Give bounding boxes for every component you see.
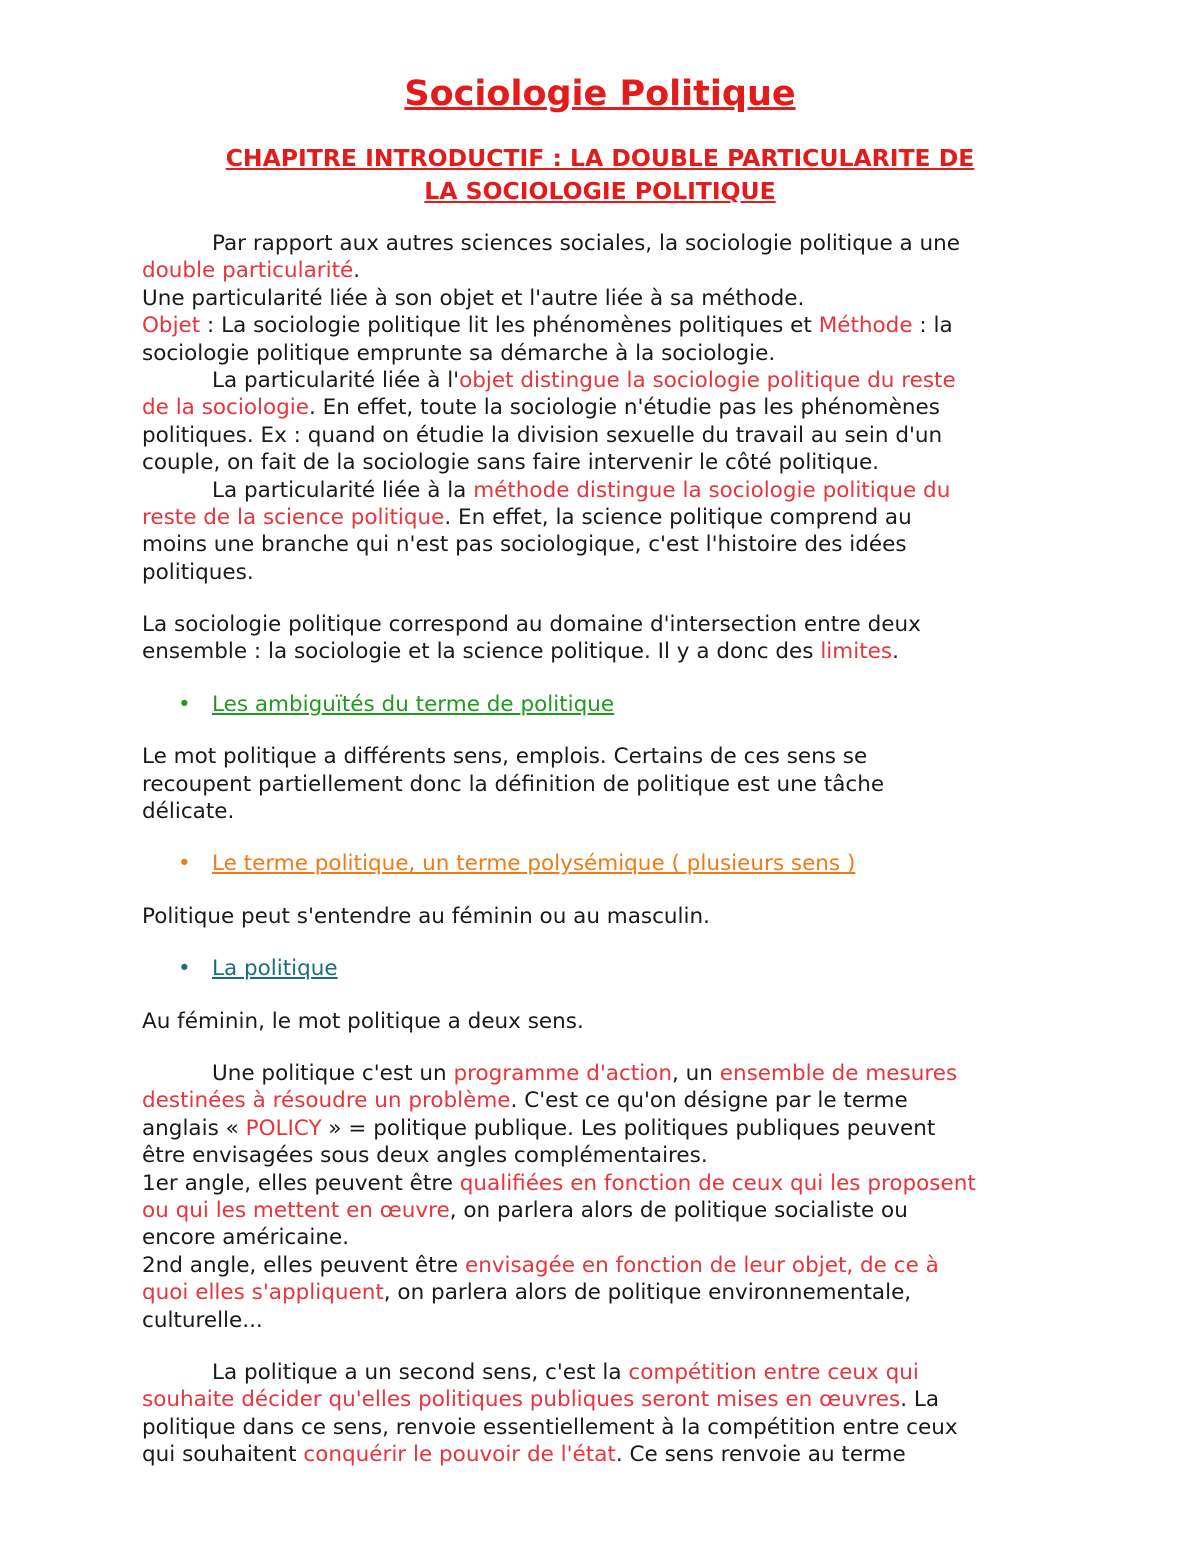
highlighted-term: limites — [820, 639, 893, 665]
highlighted-term: objet distingue la sociologie politique du reste — [459, 367, 956, 393]
paragraph-line: reste de la science politique. En effet, la science politique comprend au — [142, 504, 912, 530]
paragraph-line: La particularité liée à la méthode distingue la sociologie politique du — [212, 477, 951, 503]
highlighted-term: double particularité — [142, 258, 354, 284]
paragraph-line: Politique peut s'entendre au féminin ou au masculin. — [142, 903, 710, 929]
paragraph-line: politique dans ce sens, renvoie essentiellement à la compétition entre ceux — [142, 1414, 958, 1440]
paragraph-line: ou qui les mettent en œuvre, on parlera alors de politique socialiste ou — [142, 1197, 908, 1223]
paragraph-line: La politique a un second sens, c'est la compétition entre ceux qui — [212, 1359, 919, 1385]
paragraph-line: Une politique c'est un programme d'action, un ensemble de mesures — [212, 1060, 958, 1086]
highlighted-term: envisagée en fonction de leur objet, de ce à — [464, 1252, 939, 1278]
paragraph-line: Le mot politique a différents sens, emplois. Certains de ces sens se — [142, 744, 868, 770]
paragraph-line: double particularité. — [142, 258, 361, 284]
paragraph-line: culturelle... — [142, 1307, 263, 1333]
paragraph-line: moins une branche qui n'est pas sociologique, c'est l'histoire des idées — [142, 532, 907, 558]
highlighted-term: qualifiées en fonction de ceux qui les proposent — [459, 1170, 976, 1196]
section-bullet — [142, 850, 1072, 877]
paragraph-line: délicate. — [142, 799, 235, 825]
paragraph-line: souhaite décider qu'elles politiques publiques seront mises en œuvres. La — [142, 1387, 940, 1413]
paragraph-line: recoupent partiellement donc la définition de politique est une tâche — [142, 771, 885, 797]
highlighted-term: de la sociologie — [142, 395, 309, 421]
bullet-icon: • — [178, 956, 191, 982]
chapter-heading — [0, 142, 1200, 208]
bullet-icon: • — [178, 851, 191, 877]
highlighted-term: ou qui les mettent en œuvre — [142, 1197, 450, 1223]
paragraph-line: anglais « POLICY » = politique publique. Les politiques publiques peuvent — [142, 1115, 936, 1141]
paragraph-line: couple, on fait de la sociologie sans faire intervenir le côté politique. — [142, 450, 880, 476]
section-heading: La politique — [212, 956, 338, 982]
paragraph-line: destinées à résoudre un problème. C'est ce qu'on désigne par le terme — [142, 1088, 908, 1114]
highlighted-term: destinées à résoudre un problème — [142, 1088, 511, 1114]
section-bullet — [142, 691, 1072, 718]
document-body — [142, 230, 1072, 1468]
highlighted-term: ensemble de mesures — [719, 1060, 958, 1086]
paragraph-line: être envisagées sous deux angles complémentaires. — [142, 1143, 708, 1169]
section-heading: Les ambiguïtés du terme de politique — [212, 691, 615, 717]
highlighted-term: quoi elles s'appliquent — [142, 1280, 384, 1306]
paragraph-line: politiques. — [142, 559, 254, 585]
document-title: Sociologie Politique — [404, 74, 796, 114]
paragraph-line: quoi elles s'appliquent, on parlera alors de politique environnementale, — [142, 1280, 912, 1306]
highlighted-term: méthode distingue la sociologie politique du — [473, 477, 951, 503]
paragraph-line: Objet : La sociologie politique lit les phénomènes politiques et Méthode : la — [142, 313, 953, 339]
paragraph-line: sociologie politique emprunte sa démarche à la sociologie. — [142, 340, 776, 366]
highlighted-term: reste de la science politique — [142, 504, 445, 530]
highlighted-term: compétition entre ceux qui — [628, 1359, 919, 1385]
section-bullet — [142, 955, 1072, 982]
chapter-heading-line-1: CHAPITRE INTRODUCTIF : LA DOUBLE PARTICULARITE DE — [225, 144, 975, 172]
paragraph-line: Par rapport aux autres sciences sociales, la sociologie politique a une — [212, 231, 961, 256]
bullet-icon: • — [178, 691, 191, 717]
highlighted-term: Objet — [142, 313, 201, 339]
paragraph-line: Au féminin, le mot politique a deux sens. — [142, 1008, 584, 1034]
highlighted-term: Méthode — [818, 313, 913, 339]
paragraph-line: La particularité liée à l'objet distingue la sociologie politique du reste — [212, 367, 956, 393]
paragraph-line: politiques. Ex : quand on étudie la division sexuelle du travail au sein d'un — [142, 422, 943, 448]
section-heading: Le terme politique, un terme polysémique ( plusieurs sens ) — [212, 851, 856, 877]
paragraph-line: encore américaine. — [142, 1225, 350, 1251]
highlighted-term: souhaite décider qu'elles politiques publiques seront mises en œuvres — [142, 1387, 901, 1413]
highlighted-term: conquérir le pouvoir de l'état — [303, 1442, 616, 1468]
paragraph-line: Une particularité liée à son objet et l'autre liée à sa méthode. — [142, 285, 805, 311]
paragraph-line: La sociologie politique correspond au domaine d'intersection entre deux — [142, 612, 921, 638]
chapter-heading-line-2: LA SOCIOLOGIE POLITIQUE — [424, 177, 776, 205]
paragraph-line: 1er angle, elles peuvent être qualifiées en fonction de ceux qui les proposent — [142, 1170, 976, 1196]
paragraph-line: ensemble : la sociologie et la science politique. Il y a donc des limites. — [142, 639, 899, 665]
paragraph-line: 2nd angle, elles peuvent être envisagée en fonction de leur objet, de ce à — [142, 1252, 939, 1278]
highlighted-term: programme d'action — [453, 1060, 672, 1086]
paragraph-line: qui souhaitent conquérir le pouvoir de l'état. Ce sens renvoie au terme — [142, 1442, 906, 1468]
highlighted-term: POLICY — [245, 1115, 322, 1141]
paragraph-line: de la sociologie. En effet, toute la sociologie n'étudie pas les phénomènes — [142, 395, 940, 421]
